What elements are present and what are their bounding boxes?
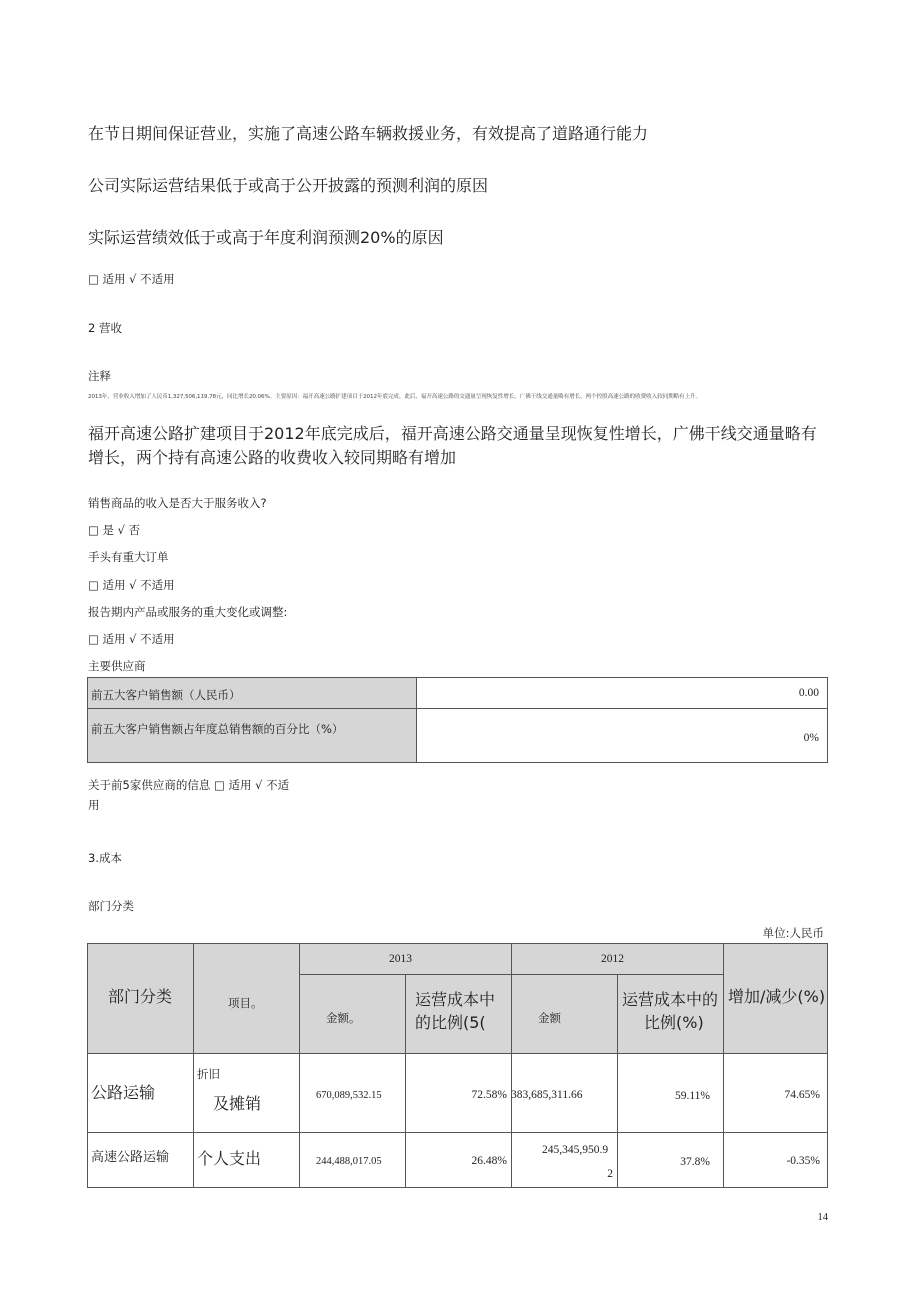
header-2013-cell	[300, 944, 512, 975]
row1-item-line-2: 及摊销	[213, 1094, 262, 1113]
row2-ratio-2013: 26.48%	[471, 1155, 507, 1167]
row1-amount-2013-cell	[300, 1054, 406, 1133]
header-amount-2013-cell	[300, 975, 406, 1054]
row2-ratio-2012-cell	[618, 1133, 724, 1188]
row2-dept: 高速公路运输	[91, 1150, 170, 1165]
heading-main-suppliers: 主要供应商	[88, 659, 146, 673]
row1-amount-2012-cell	[512, 1054, 618, 1133]
table-row	[88, 1054, 828, 1133]
cost-table	[87, 943, 828, 1188]
applicable-status-3: □ 适用 √ 不适用	[88, 632, 175, 646]
header-ratio-2013-line-1: 运营成本中	[415, 990, 496, 1009]
unit-label: 单位:人民币	[762, 926, 824, 940]
row2-change: -0.35%	[786, 1155, 820, 1167]
supplier-row2-label-cell	[88, 709, 417, 763]
header-year-2012: 2012	[601, 953, 624, 965]
revenue-explanation-line-1: 福开高速公路扩建项目于2012年底完成后，福开高速公路交通量呈现恢复性增长，广佛干线交通量略有	[88, 424, 817, 443]
heading-performance-reason: 实际运营绩效低于或高于年度利润预测20%的原因	[88, 228, 444, 247]
revenue-explanation-line-2: 增长，两个持有高速公路的收费收入较同期略有增加	[88, 448, 457, 467]
supplier-row2-value: 0%	[803, 732, 819, 744]
supplier-row1-value: 0.00	[798, 687, 819, 699]
row2-change-cell	[724, 1133, 828, 1188]
row1-ratio-2013-cell	[406, 1054, 512, 1133]
header-change-cell	[724, 944, 828, 1054]
table-row	[88, 1133, 828, 1188]
row2-amount-2012-line-2: 2	[607, 1168, 613, 1180]
section-cost-heading: 3.成本	[88, 851, 122, 865]
supplier-row1-label: 前五大客户销售额（人民币）	[91, 688, 241, 702]
supplier-row2-label: 前五大客户销售额占年度总销售额的百分比（%）	[91, 722, 344, 736]
row1-ratio-2013: 72.58%	[471, 1089, 507, 1101]
row1-dept: 公路运输	[91, 1083, 156, 1102]
page-number: 14	[817, 1212, 828, 1223]
header-amount-2012-cell	[512, 975, 618, 1054]
row2-ratio-2013-cell	[406, 1133, 512, 1188]
header-item: 项目。	[228, 996, 263, 1010]
header-dept: 部门分类	[108, 987, 173, 1006]
header-ratio-2012-cell	[618, 975, 724, 1054]
supplier-row1-value-cell	[417, 678, 828, 709]
header-ratio-2013-line-2: 的比例(5(	[415, 1013, 486, 1032]
top5-supplier-info-line-1: 关于前5家供应商的信息 □ 适用 √ 不适	[88, 778, 290, 792]
header-change: 增加/减少(%)	[728, 987, 826, 1006]
row1-change-cell	[724, 1054, 828, 1133]
row1-item-line-1: 折旧	[197, 1067, 220, 1081]
row2-ratio-2012: 37.8%	[680, 1156, 710, 1168]
row1-dept-cell	[88, 1054, 194, 1133]
supplier-table	[87, 677, 828, 763]
row2-amount-2012-cell	[512, 1133, 618, 1188]
row2-item-cell	[194, 1133, 300, 1188]
row1-amount-2012: 383,685,311.66	[511, 1089, 583, 1101]
header-dept-cell	[88, 944, 194, 1054]
header-year-2013: 2013	[389, 953, 412, 965]
answer-yes-no: □ 是 √ 否	[88, 523, 141, 537]
header-2012-cell	[512, 944, 724, 975]
note-text: 2013年，营业收入增加了人民币1,327,506,119.78元，同比增长20.06%。主要原因：福开高速公路扩建项目于2012年底完成。此后，福开高速公路的交通量呈现恢复性增长，广佛干线交通量略有增长，两个控股高速公路的收费收入较同期略有上升。	[88, 394, 702, 400]
applicable-status-1: □ 适用 √ 不适用	[88, 272, 175, 286]
header-ratio-2012-line-2: 比例(%)	[644, 1013, 704, 1032]
row1-amount-2013: 670,089,532.15	[316, 1090, 382, 1101]
section-revenue-heading: 2 营收	[88, 321, 122, 335]
heading-product-changes: 报告期内产品或服务的重大变化或调整:	[88, 605, 288, 619]
row1-ratio-2012: 59.11%	[674, 1090, 710, 1102]
applicable-status-2: □ 适用 √ 不适用	[88, 578, 175, 592]
heading-department-classification: 部门分类	[88, 899, 134, 913]
row2-amount-2013: 244,488,017.05	[316, 1156, 382, 1167]
row1-item-cell	[194, 1054, 300, 1133]
header-ratio-2013-cell	[406, 975, 512, 1054]
note-heading: 注释	[88, 369, 111, 383]
row2-item: 个人支出	[197, 1149, 262, 1168]
header-amount-2012: 金额	[538, 1011, 561, 1025]
heading-major-orders: 手头有重大订单	[88, 550, 169, 564]
question-goods-vs-services: 销售商品的收入是否大于服务收入?	[88, 496, 267, 510]
row2-amount-2012-line-1: 245,345,950.9	[542, 1144, 609, 1156]
supplier-row1-label-cell	[88, 678, 417, 709]
top5-supplier-info-line-2: 用	[88, 798, 100, 812]
supplier-row2-value-cell	[417, 709, 828, 763]
row1-change: 74.65%	[784, 1089, 820, 1101]
row1-ratio-2012-cell	[618, 1054, 724, 1133]
header-ratio-2012-line-1: 运营成本中的	[622, 990, 719, 1009]
paragraph-highway-rescue: 在节日期间保证营业，实施了高速公路车辆救援业务，有效提高了道路通行能力	[88, 124, 649, 143]
heading-profit-forecast-reason: 公司实际运营结果低于或高于公开披露的预测利润的原因	[88, 176, 489, 195]
row2-amount-2013-cell	[300, 1133, 406, 1188]
header-item-cell	[194, 944, 300, 1054]
row2-dept-cell	[88, 1133, 194, 1188]
header-amount-2013: 金额。	[326, 1011, 361, 1025]
